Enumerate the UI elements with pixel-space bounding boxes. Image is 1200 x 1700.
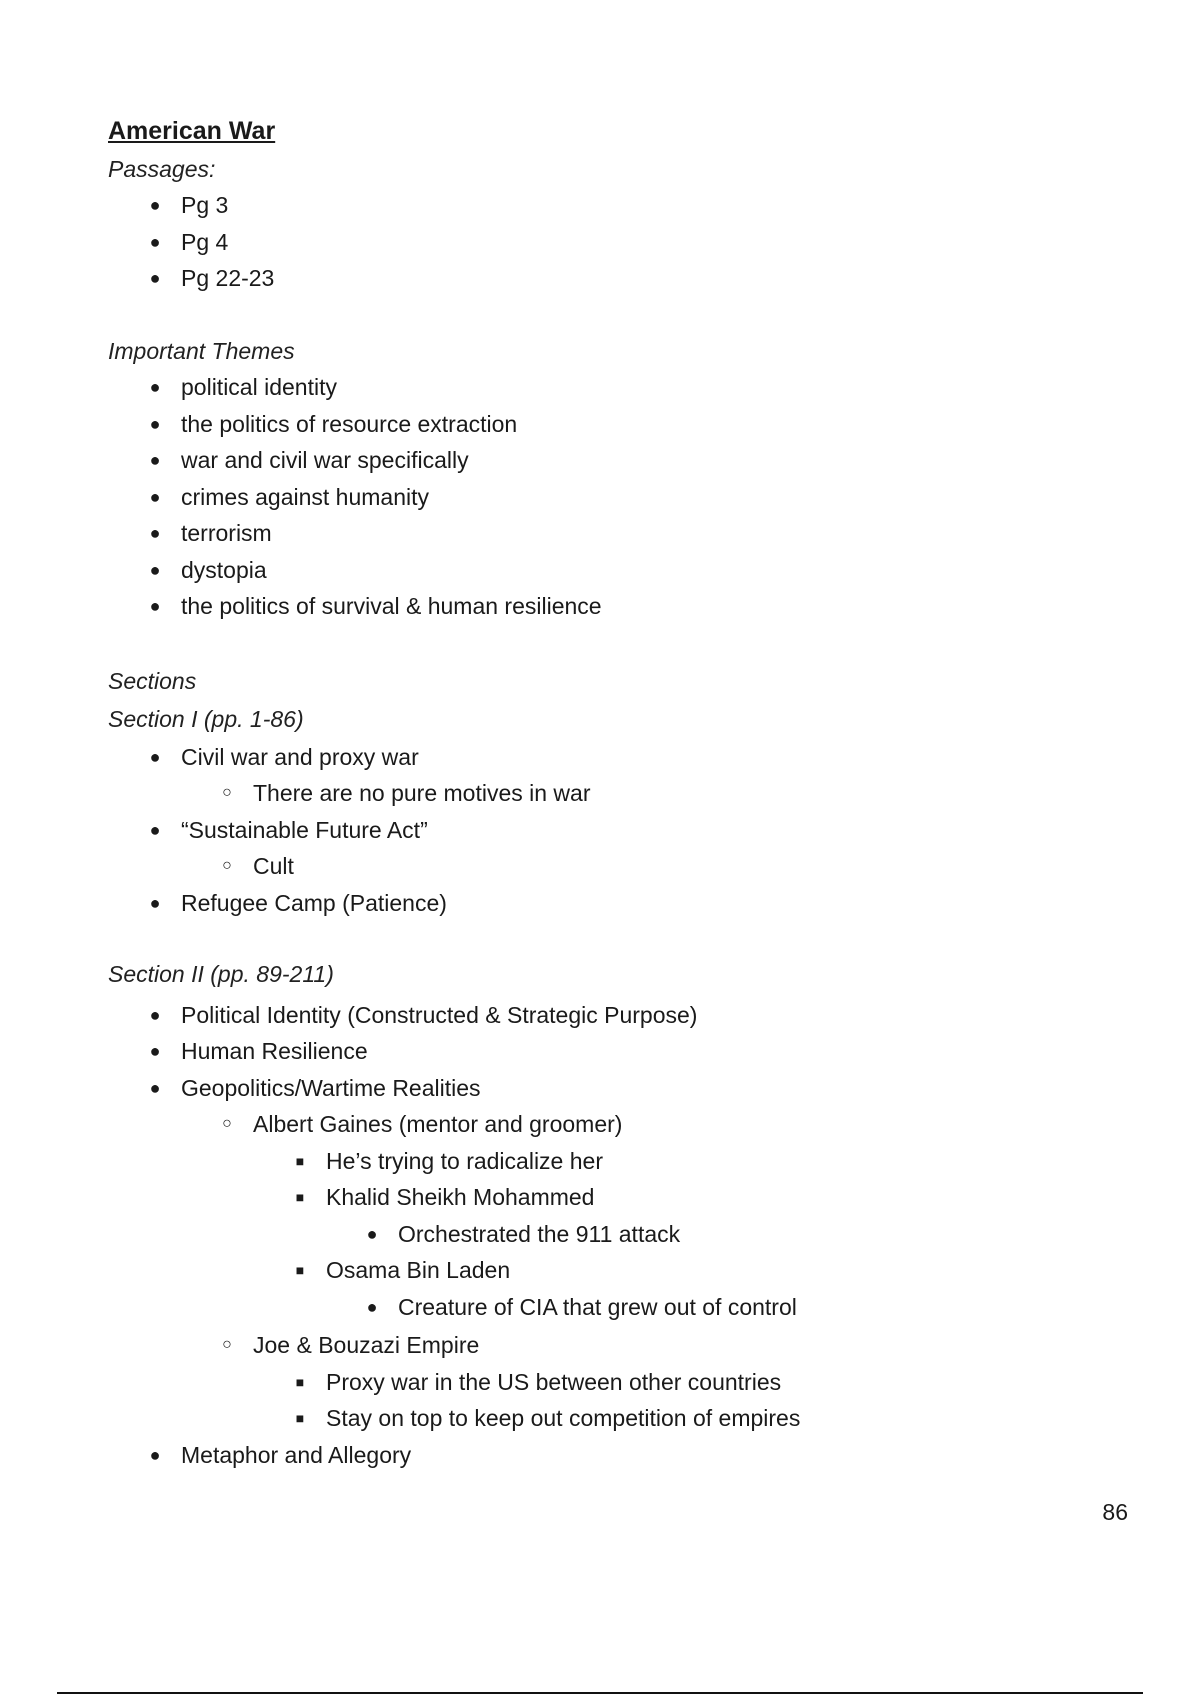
list-item: ■ He’s trying to radicalize her bbox=[326, 1146, 603, 1176]
list-item: ■ Khalid Sheikh Mohammed bbox=[326, 1182, 594, 1212]
bullet-icon: ● bbox=[149, 1005, 161, 1025]
square-bullet-icon: ■ bbox=[295, 1189, 305, 1205]
list-item: ● Metaphor and Allegory bbox=[181, 1440, 411, 1470]
bullet-icon: ● bbox=[149, 1078, 161, 1098]
bullet-icon: ● bbox=[149, 820, 161, 840]
page-divider bbox=[57, 1692, 1143, 1694]
bullet-icon: ● bbox=[149, 893, 161, 913]
passages-heading: Passages: bbox=[108, 156, 216, 182]
list-item: ○ Albert Gaines (mentor and groomer) bbox=[253, 1109, 622, 1139]
bullet-icon: ● bbox=[149, 1445, 161, 1465]
list-item: ● Pg 3 bbox=[181, 190, 228, 220]
section2-heading: Section II (pp. 89-211) bbox=[108, 961, 334, 987]
bullet-icon: ● bbox=[366, 1224, 378, 1244]
list-item: ● war and civil war specifically bbox=[181, 445, 469, 475]
list-item: ● Refugee Camp (Patience) bbox=[181, 888, 447, 918]
list-item: ● Creature of CIA that grew out of control bbox=[398, 1292, 797, 1322]
list-item: ● the politics of resource extraction bbox=[181, 409, 517, 439]
circle-bullet-icon: ○ bbox=[222, 784, 232, 801]
list-item: ● Human Resilience bbox=[181, 1036, 368, 1066]
list-item: ● terrorism bbox=[181, 518, 272, 548]
page-number: 86 bbox=[1102, 1499, 1128, 1525]
square-bullet-icon: ■ bbox=[295, 1153, 305, 1169]
bullet-icon: ● bbox=[149, 450, 161, 470]
list-item: ● political identity bbox=[181, 372, 337, 402]
document-title: American War bbox=[108, 117, 276, 145]
bullet-icon: ● bbox=[149, 377, 161, 397]
section1-heading: Section I (pp. 1-86) bbox=[108, 706, 304, 732]
list-item: ● Civil war and proxy war bbox=[181, 742, 419, 772]
list-item: ● Geopolitics/Wartime Realities bbox=[181, 1073, 481, 1103]
bullet-icon: ● bbox=[149, 560, 161, 580]
list-item: ○ There are no pure motives in war bbox=[253, 778, 591, 808]
list-item: ● dystopia bbox=[181, 555, 267, 585]
circle-bullet-icon: ○ bbox=[222, 1336, 232, 1353]
list-item: ● the politics of survival & human resilience bbox=[181, 591, 602, 621]
themes-heading: Important Themes bbox=[108, 338, 295, 364]
bullet-icon: ● bbox=[366, 1297, 378, 1317]
list-item: ● crimes against humanity bbox=[181, 482, 429, 512]
square-bullet-icon: ■ bbox=[295, 1410, 305, 1426]
list-item: ● Political Identity (Constructed & Strategic Purpose) bbox=[181, 1000, 697, 1030]
square-bullet-icon: ■ bbox=[295, 1262, 305, 1278]
bullet-icon: ● bbox=[149, 523, 161, 543]
list-item: ● Orchestrated the 911 attack bbox=[398, 1219, 680, 1249]
bullet-icon: ● bbox=[149, 596, 161, 616]
bullet-icon: ● bbox=[149, 747, 161, 767]
bullet-icon: ● bbox=[149, 232, 161, 252]
square-bullet-icon: ■ bbox=[295, 1374, 305, 1390]
sections-heading: Sections bbox=[108, 668, 197, 694]
list-item: ● “Sustainable Future Act” bbox=[181, 815, 428, 845]
bullet-icon: ● bbox=[149, 487, 161, 507]
bullet-icon: ● bbox=[149, 1041, 161, 1061]
circle-bullet-icon: ○ bbox=[222, 1115, 232, 1132]
bullet-icon: ● bbox=[149, 195, 161, 215]
circle-bullet-icon: ○ bbox=[222, 857, 232, 874]
bullet-icon: ● bbox=[149, 414, 161, 434]
list-item: ■ Osama Bin Laden bbox=[326, 1255, 510, 1285]
list-item: ● Pg 22-23 bbox=[181, 263, 274, 293]
list-item: ■ Stay on top to keep out competition of empires bbox=[326, 1403, 800, 1433]
bullet-icon: ● bbox=[149, 268, 161, 288]
list-item: ○ Cult bbox=[253, 851, 294, 881]
list-item: ● Pg 4 bbox=[181, 227, 228, 257]
list-item: ○ Joe & Bouzazi Empire bbox=[253, 1330, 479, 1360]
list-item: ■ Proxy war in the US between other countries bbox=[326, 1367, 781, 1397]
